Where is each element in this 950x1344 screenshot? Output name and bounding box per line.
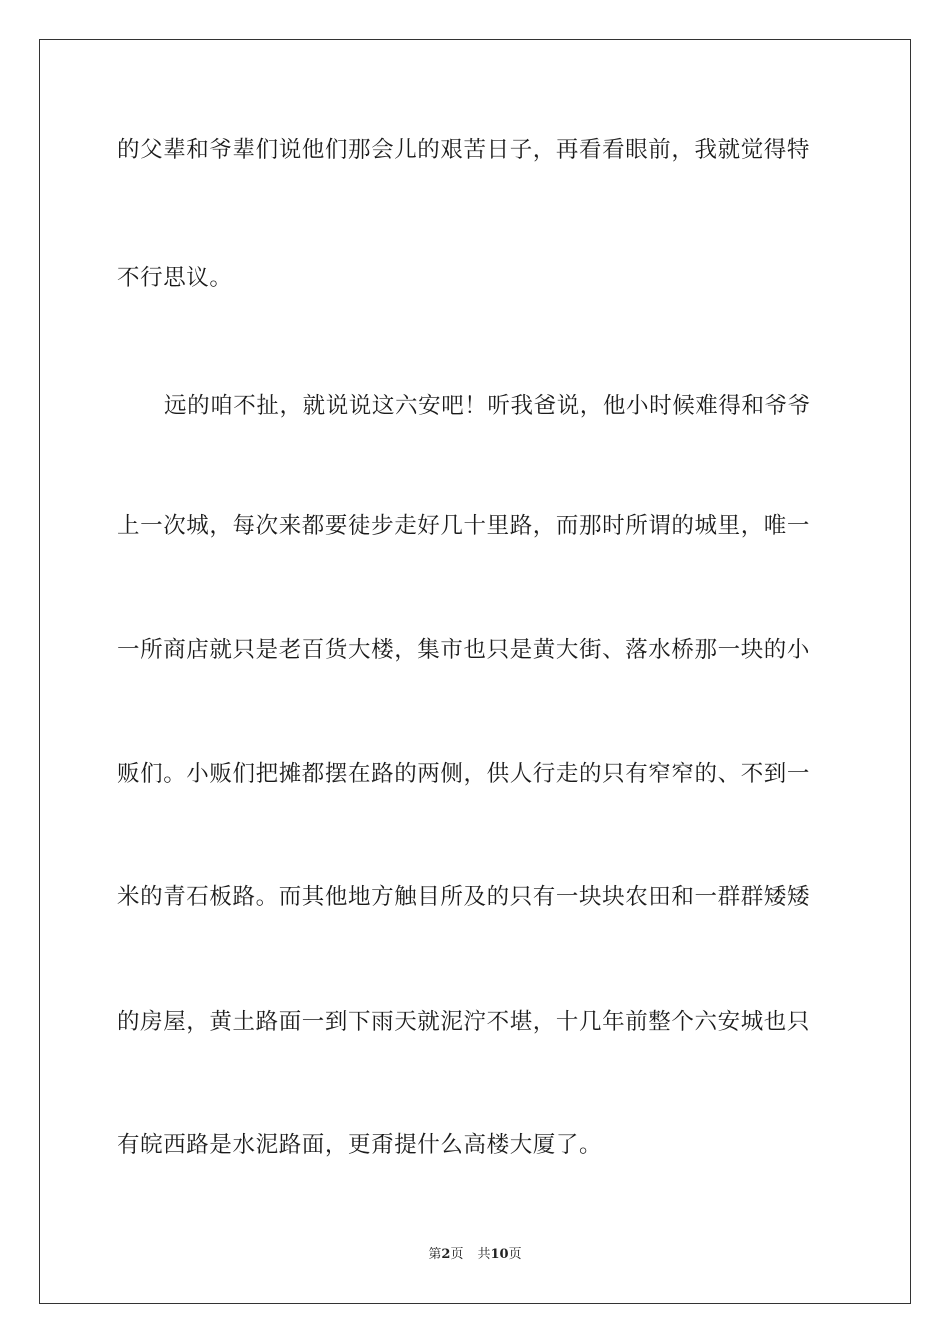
body-line-8: 的房屋，黄土路面一到下雨天就泥泞不堪，十几年前整个六安城也只 [117,1009,811,1035]
footer-page-suffix: 页 [450,1247,464,1262]
body-line-1: 的父辈和爷辈们说他们那会儿的艰苦日子，再看看眼前，我就觉得特 [117,137,811,163]
footer-total-suffix: 页 [508,1247,522,1262]
footer-page-total: 10 [490,1247,509,1262]
body-line-9: 有皖西路是水泥路面，更甭提什么高楼大厦了。 [117,1132,603,1158]
page-border [39,39,911,1304]
body-line-3: 远的咱不扯，就说说这六安吧！听我爸说，他小时候难得和爷爷 [164,393,811,419]
body-line-7: 米的青石板路。而其他地方触目所及的只有一块块农田和一群群矮矮 [117,884,811,910]
body-line-5: 一所商店就只是老百货大楼，集市也只是黄大街、落水桥那一块的小 [117,637,811,663]
footer-page-prefix: 第 [428,1247,442,1262]
footer-page-current: 2 [441,1247,451,1262]
body-line-2: 不行思议。 [117,265,233,291]
body-line-4: 上一次城，每次来都要徒步走好几十里路，而那时所谓的城里，唯一 [117,513,811,539]
body-line-6: 贩们。小贩们把摊都摆在路的两侧，供人行走的只有窄窄的、不到一 [117,761,811,787]
footer-total-prefix: 共 [477,1247,491,1262]
page-footer [0,1246,950,1264]
